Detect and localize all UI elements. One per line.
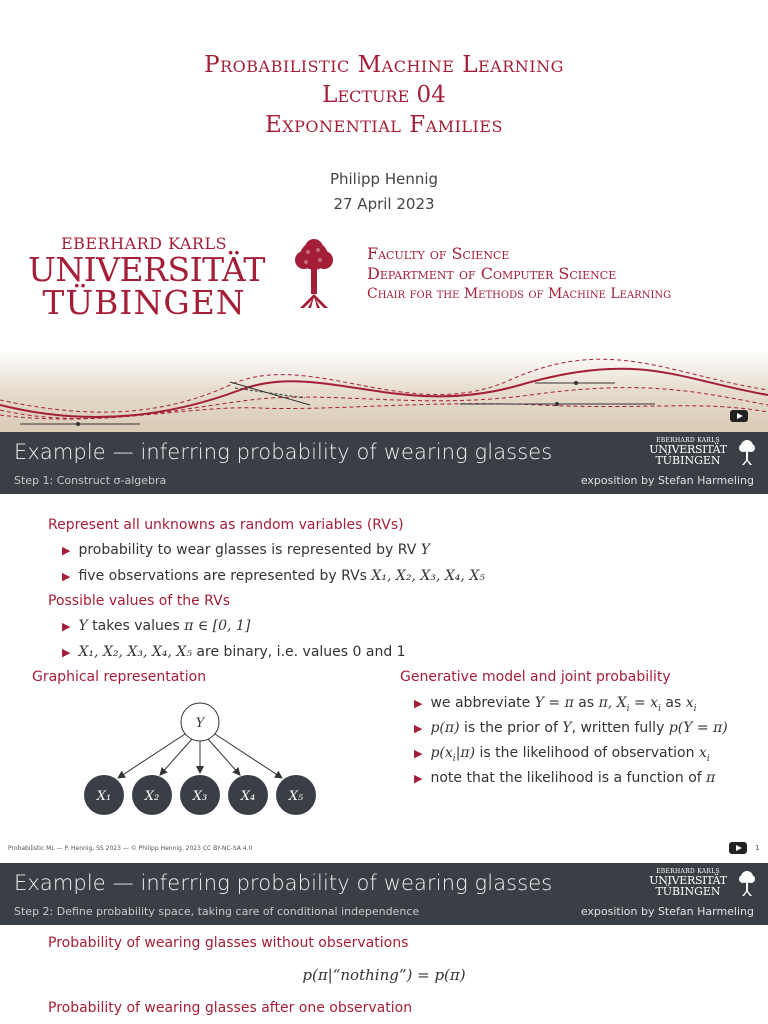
node-x4-label: X₄ [240,789,256,804]
bullet-y-values: ▶ Y takes values π ∈ [0, 1] [62,618,251,634]
university-mini-logo: EBERHARD KARLS UNIVERSITÄT TÜBINGEN [649,437,727,467]
node-x3 [180,775,220,815]
node-x3-label: X₃ [192,789,208,804]
video-icon[interactable] [729,842,747,854]
bullet-x-binary: ▶ X₁, X₂, X₃, X₄, X₅ are binary, i.e. values 0 and 1 [62,644,406,660]
heading-generative-model: Generative model and joint probability [400,669,671,685]
prior-formula: p(π|“nothing”) = p(π) [302,966,466,984]
lecture-date: 27 April 2023 [333,195,435,213]
slide1-step: Step 1: Construct σ-algebra [14,474,167,487]
bullet-glasses-rv: ▶ probability to wear glasses is represented by RV Y [62,542,430,558]
video-icon[interactable] [730,410,748,422]
node-x5-label: X₅ [288,789,304,804]
heading-without-observations: Probability of wearing glasses without observations [48,935,409,951]
heading-represent-unknowns: Represent all unknowns as random variables (RVs) [48,517,404,533]
graphical-model [80,700,330,820]
tree-icon-white [738,439,756,465]
course-title: Probabilistic Machine Learning [204,52,564,78]
node-x4 [228,775,268,815]
slide1-header [0,432,768,494]
lecture-number: Lecture 04 [322,82,446,108]
title-block [0,50,768,140]
bullet-triangle-icon: ▶ [62,646,71,659]
node-x1 [84,775,124,815]
bullet-likelihood: ▶ $p(x_i|\pi)$ is the likelihood of observation $x_i$ [414,745,710,764]
slide-footer: Probabilistic ML — P. Hennig, SS 2023 — © Philipp Hennig, 2023 CC BY-NC-SA 4.0 [8,845,253,852]
university-mini-logo: EBERHARD KARLS UNIVERSITÄT TÜBINGEN [649,868,727,898]
bullet-triangle-icon: ▶ [62,570,71,583]
gaussian-process-banner [0,350,768,432]
bullet-abbreviate: ▶ we abbreviate Y = π as π, $X_i = x_i$ as $x_i$ [414,695,697,714]
university-line3: TÜBINGEN [42,283,246,322]
node-x1-label: X₁ [96,789,112,804]
tree-icon-white [738,870,756,896]
page-number: 1 [755,844,760,852]
faculty-line2: Department of Computer Science [367,264,617,283]
bullet-triangle-icon: ▶ [414,772,423,785]
faculty-line1: Faculty of Science [367,244,510,263]
bullet-triangle-icon: ▶ [62,544,71,557]
university-line2: UNIVERSITÄT [28,250,265,289]
heading-graphical-representation: Graphical representation [32,669,207,685]
slide1-title: Example — inferring probability of wearing glasses [14,440,553,464]
slide2-step: Step 2: Define probability space, taking care of conditional independence [14,905,420,918]
lecture-title: Exponential Families [264,112,504,138]
bullet-triangle-icon: ▶ [414,722,423,735]
node-x2 [132,775,172,815]
slide2-title: Example — inferring probability of wearing glasses [14,871,553,895]
university-line1: EBERHARD KARLS [60,234,228,253]
bullet-triangle-icon: ▶ [62,620,71,633]
node-y [181,703,219,741]
slide2-header [0,863,768,925]
slide2-exposition: exposition by Stefan Harmeling [580,905,754,918]
faculty-block [367,244,671,304]
node-x5 [276,775,316,815]
bullet-triangle-icon: ▶ [414,747,423,760]
node-y-label: Y [195,716,205,731]
bullet-observations-rv: ▶ five observations are represented by RVs X₁, X₂, X₃, X₄, X₅ [62,568,485,584]
heading-possible-values: Possible values of the RVs [48,593,231,609]
faculty-line3: Chair for the Methods of Machine Learning [367,286,672,302]
node-x2-label: X₂ [144,789,160,804]
bullet-triangle-icon: ▶ [414,697,423,710]
bullet-prior: ▶ p(π) is the prior of Y, written fully p(Y = π) [414,720,728,736]
heading-after-one-observation: Probability of wearing glasses after one observation [48,1000,413,1016]
tree-icon [290,238,338,310]
bullet-likelihood-function: ▶ note that the likelihood is a function of π [414,770,716,786]
author-name: Philipp Hennig [329,170,439,188]
slide1-exposition: exposition by Stefan Harmeling [580,474,754,487]
university-logo [28,234,265,322]
